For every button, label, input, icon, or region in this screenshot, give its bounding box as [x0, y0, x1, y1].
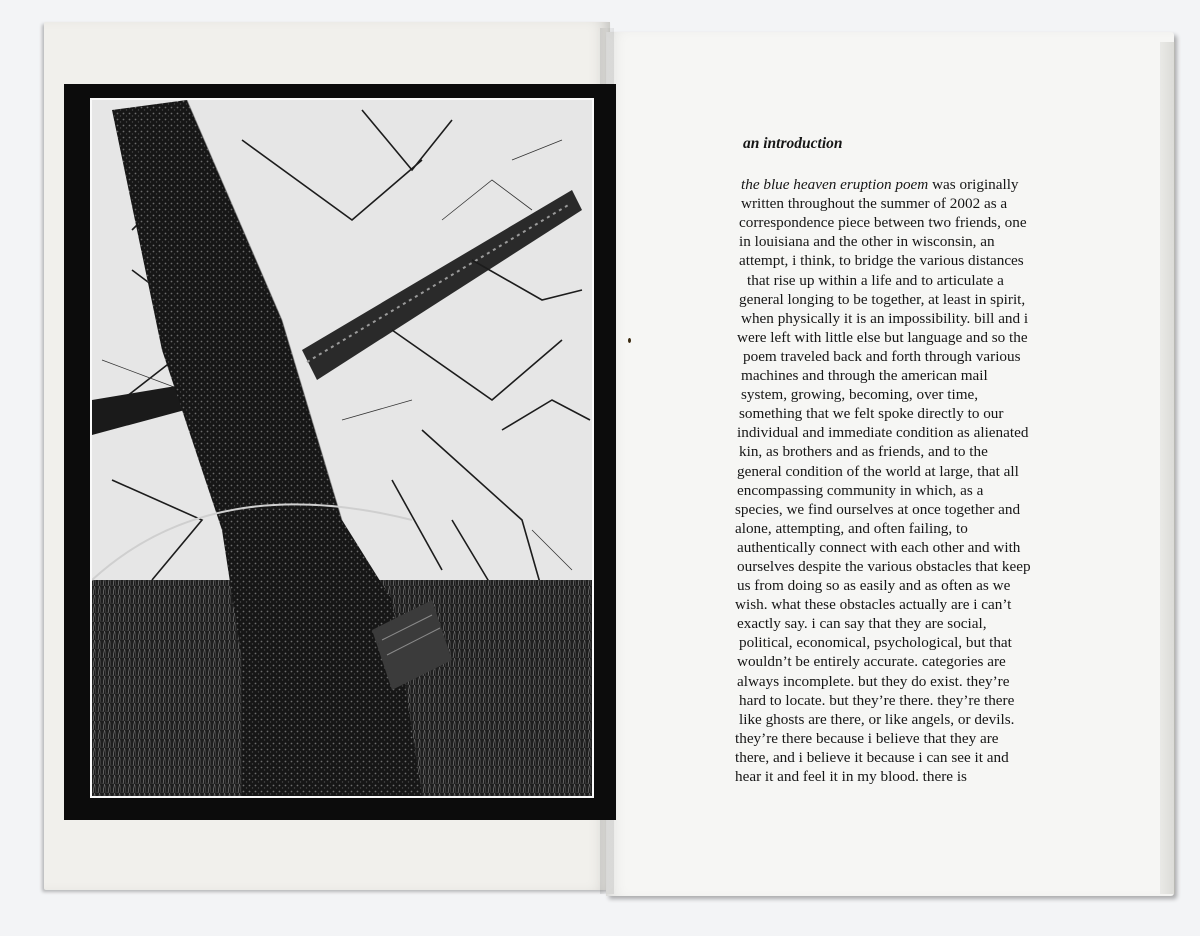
text-line — [735, 213, 1075, 232]
text-line — [735, 290, 1075, 309]
line-text: were left with little else but language and so the — [737, 328, 1028, 346]
line-text: alone, attempting, and often failing, to — [735, 519, 968, 537]
line-text: that rise up within a life and to articulate a — [747, 271, 1004, 289]
line-text: political, economical, psychological, but that — [739, 634, 1012, 652]
text-line — [735, 404, 1075, 423]
introduction-text — [735, 134, 1075, 786]
line-text: attempt, i think, to bridge the various distances — [739, 252, 1024, 270]
text-line — [735, 232, 1075, 251]
ink-speck — [628, 338, 631, 343]
line-text: wouldn’t be entirely accurate. categories are — [737, 653, 1006, 671]
text-line — [735, 614, 1075, 633]
text-line — [735, 442, 1075, 461]
line-text: individual and immediate condition as alienated — [737, 424, 1029, 442]
poem-title: the blue heaven eruption poem — [741, 176, 929, 194]
tree-photo — [90, 98, 594, 798]
text-line — [735, 729, 1075, 748]
line-text: encompassing community in which, as a — [737, 481, 984, 499]
text-line — [735, 328, 1075, 347]
line-text: species, we find ourselves at once together and — [735, 500, 1021, 518]
text-line — [735, 710, 1075, 729]
page-edge — [1160, 42, 1175, 894]
text-line — [735, 672, 1075, 691]
text-line — [735, 481, 1075, 500]
text-line — [735, 309, 1075, 328]
line-text: like ghosts are there, or like angels, or devils. — [739, 710, 1015, 728]
text-line — [735, 347, 1075, 366]
line-text: ourselves despite the various obstacles that keep — [737, 557, 1031, 575]
text-line — [735, 251, 1075, 270]
text-line — [735, 652, 1075, 671]
text-line — [735, 557, 1075, 576]
body-text — [735, 175, 1075, 786]
text-line — [735, 538, 1075, 557]
line-text: general longing to be together, at least in spirit, — [739, 290, 1026, 308]
text-line — [735, 385, 1075, 404]
line-text: kin, as brothers and as friends, and to the — [739, 443, 988, 461]
line-text: written throughout the summer of 2002 as a — [741, 195, 1008, 213]
line-text: wish. what these obstacles actually are i can’t — [735, 596, 1012, 614]
line-text: system, growing, becoming, over time, — [741, 386, 979, 404]
line-text: always incomplete. but they do exist. they’re — [737, 672, 1010, 690]
text-line — [735, 767, 1075, 786]
text-line — [735, 576, 1075, 595]
text-line — [735, 595, 1075, 614]
text-line — [735, 691, 1075, 710]
line-text: they’re there because i believe that they are — [735, 729, 999, 747]
text-line — [735, 194, 1075, 213]
text-line — [735, 366, 1075, 385]
text-line — [735, 500, 1075, 519]
text-line — [735, 748, 1075, 767]
line-text: authentically connect with each other and with — [737, 538, 1021, 556]
line-text: exactly say. i can say that they are social, — [737, 615, 987, 633]
line-text: general condition of the world at large, that all — [737, 462, 1019, 480]
line-text: poem traveled back and forth through various — [743, 347, 1021, 365]
line-text: was originally — [928, 176, 1019, 194]
line-text: hard to locate. but they’re there. they’re there — [739, 691, 1015, 709]
section-heading: an introduction — [743, 135, 843, 152]
text-line — [735, 423, 1075, 442]
line-text: machines and through the american mail — [741, 367, 988, 385]
line-text: hear it and feel it in my blood. there is — [735, 768, 967, 785]
text-line — [735, 175, 1075, 194]
tree-photo-image — [92, 100, 592, 796]
line-text: when physically it is an impossibility. bill and i — [741, 309, 1029, 327]
text-line — [735, 271, 1075, 290]
line-text: in louisiana and the other in wisconsin, an — [739, 233, 995, 251]
text-line — [735, 633, 1075, 652]
line-text: something that we felt spoke directly to our — [739, 405, 1004, 423]
text-line — [735, 519, 1075, 538]
line-text: us from doing so as easily and as often as we — [737, 577, 1011, 595]
line-text: correspondence piece between two friends, one — [739, 214, 1027, 232]
line-text: there, and i believe it because i can see it and — [735, 748, 1009, 766]
text-line — [735, 462, 1075, 481]
